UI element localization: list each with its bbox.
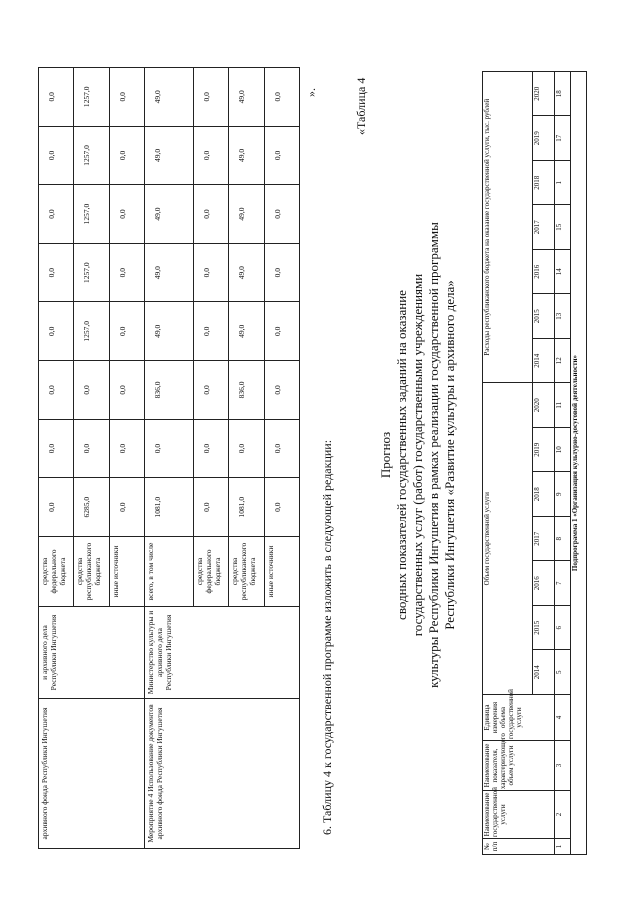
col-header-service-name: Наименование государственной услуги: [483, 791, 555, 839]
funding-source-cell: средства федерального бюджета: [39, 537, 74, 607]
column-number: 18: [555, 72, 571, 117]
amount-cell: 0,0: [109, 419, 144, 478]
amount-cell: 49,0: [144, 302, 193, 361]
column-number: 3: [555, 741, 571, 791]
amount-cell: 49,0: [229, 185, 264, 244]
heading-title: Прогноз: [378, 431, 393, 479]
executor-cell: Министерство культуры и архивного дела Республики Ингушетия: [144, 607, 299, 699]
year-header: 2020: [533, 383, 555, 428]
col-header-expenses: Расходы республиканского бюджета на оказание государственной услуги, тыс. рублей: [483, 72, 533, 384]
amount-cell: 0,0: [144, 419, 193, 478]
amount-cell: 1081,0: [229, 478, 264, 537]
funding-source-cell: всего, в том числе: [144, 537, 193, 607]
column-number: 6: [555, 606, 571, 651]
amount-cell: 49,0: [229, 126, 264, 185]
amount-cell: 0,0: [264, 419, 299, 478]
amount-cell: 0,0: [74, 419, 109, 478]
funding-source-cell: средства федерального бюджета: [194, 537, 229, 607]
amount-cell: 0,0: [109, 361, 144, 420]
year-header: 2015: [533, 294, 555, 339]
amount-cell: 0,0: [194, 68, 229, 127]
amount-cell: 0,0: [39, 361, 74, 420]
amount-cell: 0,0: [109, 68, 144, 127]
amount-cell: 836,0: [144, 361, 193, 420]
amount-cell: 0,0: [39, 302, 74, 361]
funding-source-cell: средства республиканского бюджета: [74, 537, 109, 607]
column-number: 15: [555, 205, 571, 250]
amount-cell: 1257,0: [74, 243, 109, 302]
year-header: 2019: [533, 428, 555, 473]
amount-cell: 0,0: [109, 478, 144, 537]
amount-cell: 1257,0: [74, 68, 109, 127]
column-number: 11: [555, 383, 571, 428]
forecast-table: [482, 71, 587, 855]
heading-line-2: сводных показателей государственных заданий на оказание: [394, 290, 409, 620]
amount-cell: 0,0: [194, 478, 229, 537]
year-header: 2016: [533, 561, 555, 606]
budget-table-row: [144, 68, 193, 849]
funding-source-cell: иные источники: [109, 537, 144, 607]
amount-cell: 0,0: [229, 419, 264, 478]
funding-source-cell: иные источники: [264, 537, 299, 607]
amount-cell: 0,0: [194, 419, 229, 478]
amendment-paragraph: 6. Таблицу 4 к государственной программе изложить в следующей редакции:: [320, 439, 334, 835]
amount-cell: 1257,0: [74, 185, 109, 244]
amount-cell: 49,0: [144, 126, 193, 185]
year-header: 2018: [533, 161, 555, 206]
amount-cell: 0,0: [39, 68, 74, 127]
forecast-heading: [378, 135, 458, 775]
amount-cell: 49,0: [144, 68, 193, 127]
column-number: 9: [555, 472, 571, 517]
column-number: 7: [555, 561, 571, 606]
amount-cell: 836,0: [229, 361, 264, 420]
amount-cell: 0,0: [74, 361, 109, 420]
amount-cell: 49,0: [144, 243, 193, 302]
amount-cell: 49,0: [144, 185, 193, 244]
end-quote-mark: ».: [304, 88, 318, 97]
amount-cell: 49,0: [229, 243, 264, 302]
column-number: 14: [555, 250, 571, 295]
year-header: 2017: [533, 205, 555, 250]
col-header-volume: Объем государственной услуги: [483, 383, 533, 695]
amount-cell: 0,0: [39, 478, 74, 537]
activity-name-cell: Мероприятие 4 Использование документов архивного фонда Республики Ингушетия: [144, 699, 299, 849]
amount-cell: 6285,0: [74, 478, 109, 537]
year-header: 2014: [533, 650, 555, 695]
amount-cell: 49,0: [229, 302, 264, 361]
year-header: 2018: [533, 472, 555, 517]
column-number: 13: [555, 294, 571, 339]
col-header-number: № п/п: [483, 839, 555, 855]
amount-cell: 1081,0: [144, 478, 193, 537]
year-header: 2015: [533, 606, 555, 651]
year-header: 2016: [533, 250, 555, 295]
budget-table: [38, 67, 300, 849]
year-header: 2017: [533, 517, 555, 562]
amount-cell: 0,0: [109, 185, 144, 244]
column-number: 12: [555, 339, 571, 384]
amount-cell: 0,0: [109, 243, 144, 302]
column-number: 10: [555, 428, 571, 473]
amount-cell: 0,0: [109, 302, 144, 361]
column-number: 4: [555, 695, 571, 741]
amount-cell: 0,0: [194, 302, 229, 361]
amount-cell: 49,0: [229, 68, 264, 127]
heading-line-5: Республики Ингушетия «Развитие культуры и архивного дела»: [442, 280, 457, 630]
column-number: 1: [555, 839, 571, 855]
column-number: 8: [555, 517, 571, 562]
column-number: 17: [555, 116, 571, 161]
amount-cell: 0,0: [264, 302, 299, 361]
table-label: «Таблица 4: [354, 77, 368, 135]
amount-cell: 0,0: [264, 478, 299, 537]
funding-source-cell: средства республиканского бюджета: [229, 537, 264, 607]
amount-cell: 0,0: [39, 419, 74, 478]
heading-line-3: государственных услуг (работ) государственными учреждениями: [410, 273, 425, 637]
year-header: 2014: [533, 339, 555, 384]
column-number: 2: [555, 791, 571, 839]
amount-cell: 0,0: [109, 126, 144, 185]
amount-cell: 0,0: [39, 126, 74, 185]
column-number: 1: [555, 161, 571, 206]
amount-cell: 1257,0: [74, 126, 109, 185]
column-number: 5: [555, 650, 571, 695]
amount-cell: 0,0: [39, 243, 74, 302]
heading-line-4: культуры Республики Ингушетия в рамках реализации государственной программы: [426, 222, 441, 688]
amount-cell: 0,0: [264, 185, 299, 244]
amount-cell: 0,0: [194, 126, 229, 185]
executor-cell: и архивного дела Республики Ингушетия: [39, 607, 145, 699]
subprogram-row: Подпрограмма 1 «Организация культурно-досуговой деятельности»: [571, 72, 587, 855]
col-header-unit: Единица измерения объема государственной услуги: [483, 695, 555, 741]
year-header: 2019: [533, 116, 555, 161]
amount-cell: 0,0: [264, 243, 299, 302]
col-header-indicator: Наименование показателя, характеризующего объем услуги: [483, 741, 555, 791]
amount-cell: 1257,0: [74, 302, 109, 361]
amount-cell: 0,0: [194, 361, 229, 420]
amount-cell: 0,0: [264, 126, 299, 185]
year-header: 2020: [533, 72, 555, 117]
amount-cell: 0,0: [194, 243, 229, 302]
amount-cell: 0,0: [194, 185, 229, 244]
amount-cell: 0,0: [39, 185, 74, 244]
budget-table-row: [39, 68, 74, 849]
amount-cell: 0,0: [264, 68, 299, 127]
activity-name-cell: архивного фонда Республики Ингушетия: [39, 699, 145, 849]
amount-cell: 0,0: [264, 361, 299, 420]
